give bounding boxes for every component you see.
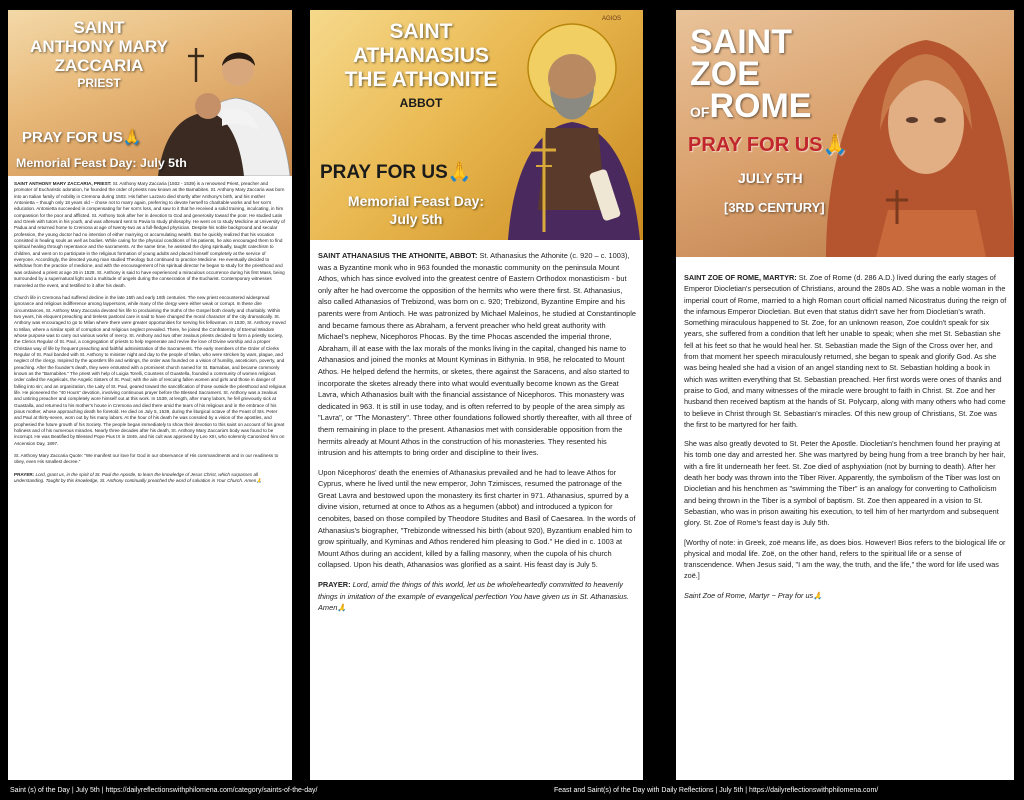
saint-zoe-text bbox=[684, 272, 1008, 609]
icon-label: AGIOS bbox=[602, 16, 622, 22]
paragraph bbox=[318, 250, 636, 459]
title-of: OF bbox=[690, 104, 710, 120]
title-line-3: THE ATHONITE bbox=[344, 68, 498, 91]
feast-day: JULY 5TH bbox=[738, 170, 803, 186]
paragraph-lead: SAINT ANTHONY MARY ZACCARIA, PRIEST: bbox=[14, 181, 112, 186]
title-line-3: ROME bbox=[709, 87, 812, 125]
paragraph-lead: SAINT ATHANASIUS THE ATHONITE, ABBOT: bbox=[318, 251, 478, 260]
subtitle: PRIEST bbox=[77, 76, 121, 90]
footer-right-caption: Feast and Saint(s) of the Day with Daily Reflections | July 5th | https://dailyreflectionswithphilomena.com/ bbox=[554, 787, 879, 794]
title-line-2: ANTHONY MARY bbox=[30, 37, 168, 56]
prayer-lead: PRAYER: bbox=[318, 580, 351, 590]
prayer-body: Lord, grant us, in the spirit of St. Paul the Apostle, to learn the knowledge of Jesus Christ, which surpasses all understanding. Taught by this knowledge, St. Anthony continually preached the word of salvation in Your Church. Amen🙏 bbox=[14, 471, 262, 484]
saint-athanasius-card bbox=[310, 10, 643, 780]
saint-anthony-text bbox=[14, 181, 286, 490]
paragraph-body: St. Zoe of Rome (d. 286 A.D.) lived during the early stages of Emperor Diocletian's persecution of Christians, around the 280s AD. She was a noble woman in the imperial court of Rome, married to a high Roman court official named Nicostratus during the reign of the infamous Emperor Diocletian. But even that status didn't save her from Diocletian's wrath. Something miraculous happened to St. Zoe, for an unknown reason, Zoe couldn't speak for six years, she suffered from a condition that left her unable to speak; when she met St. Sebastian she fell at his feet so that he would heal her. St. Sebastian made the Sign of the Cross over her, and from that moment her speech miraculously returned, she began to speak and glorify God. As she was being healed she had a vision of an angel standing next to St. Sebastian holding a book in which was written everything that St. Sebastian preached. Her first words were ones of thanks and praise to God, and many witnesses of the miracle were brought to faith in Christ. St. Zoe and her husband then received baptism at the hands of St. Polycarp, along with many others who had come to believe in Christ through St. Sebastian's miracles. Of this new group of Christians, St. Zoe was the first to be martyred for her faith. bbox=[684, 273, 1007, 429]
prayer bbox=[318, 579, 636, 614]
pray-for-us: PRAY FOR US🙏 bbox=[688, 134, 848, 156]
title-line-2: ATHANASIUS bbox=[352, 44, 490, 67]
saint-zoe-card bbox=[676, 10, 1014, 780]
feast-day: Memorial Feast Day: July 5th bbox=[16, 156, 187, 170]
prayer bbox=[14, 472, 286, 485]
paragraph-body: St. Athanasius the Athonite (c. 920 – c. 1003), was a Byzantine monk who in 963 founded the monastic community on the peninsula Mount Athos, which has since evolved into the greatest centre of Eastern Orthodox monasticism - but only after he had overcome the opposition of the hermits who were there first. St. Athanasius, also called Athanasios of Trebizond, was born on c. 920; Trebizond, Byzantine Empire and his parents were from Antioch. He was patronized by Michael Maleinos, he studied at Constantinople and became famous there as Abraham, a fervent preacher who held great authority with Michael's nephew, Nicephoros Phocas. By the time Phocas ascended the imperial throne, Abraham, ill at ease with the lax morals of the monks living in the capital, changed his name to Athanasios and joined the monks at Mount Kyminas in Bithynia. In 958, he relocated to Mount Athos. He helped defend the hermits, or sketes, there against the Saracens, and also started to incorporate the sketes already there into what would eventually become known as the Great Lavra, which Athanasios built with the financial assistance of Nicephoros. This monastery was dedicated in 963. It is still in use today, and is often referred to by people of the area simply as "Lavra", or "The Monastery". Three other foundations followed shortly thereafter, with all three of them remaining in place to the present. Athanasios met with considerable opposition from the hermits already at Mount Athos in the construction of his monasteries. They resented his intrusion and his attempts to bring order and discipline to their lives. bbox=[318, 251, 636, 458]
prayer-body: Lord, amid the things of this world, let us be wholeheartedly committed to heavenly things in imitation of the example of evangelical perfection You have given us in St. Athanasius. Amen🙏 bbox=[318, 580, 630, 613]
paragraph-lead: SAINT ZOE OF ROME, MARTYR: bbox=[684, 273, 797, 282]
prayer-lead: PRAYER: bbox=[14, 471, 35, 477]
saint-athanasius-text bbox=[318, 250, 636, 622]
footer-left-caption: Saint (s) of the Day | July 5th | https://dailyreflectionswithphilomena.com/category/saints-of-the-day/ bbox=[10, 787, 318, 794]
paragraph: Upon Nicephoros' death the enemies of Athanasius prevailed and he had to leave Athos for Cyprus, where he lived until the new emperor, John Tzimisces, resumed the patronage of the Great Lavra and bestowed upon the monastery its first charter in 971. Athanasius, spurred by a divine vision, returned at once to Athos as a hegumen (abbot) and introduced a typicon for cenobites, based on those compiled by Theodore Studites and Basil of Caesarea. In the words of Athanasius's biographer, "Trebizonde witnessed his birth (about 920), Byzantium enabled him to grow spiritually, and Kyminas and Athos rendered him pleasing to God." He died in c. 1003 at Mount Athos during an accident, killed by a falling masonry, when the cupola of his church collapsed. Upon his death, Athanasios was glorified as a saint. His feast day is July 5. bbox=[318, 467, 636, 570]
title-line-1: SAINT bbox=[389, 20, 453, 43]
subtitle: ABBOT bbox=[399, 96, 443, 110]
title-line-1: SAINT bbox=[690, 23, 792, 61]
title-line-2: ZOE bbox=[690, 55, 760, 93]
paragraph: [Worthy of note: in Greek, zoë means life, as does bios. However! Bios refers to the biological life or physical and modal life. Zoë, on the other hand, refers to the spiritual life or a sense of transcendence. When Jesus said, "I am the way, the truth, and the life," the word for life used was zoë.] bbox=[684, 537, 1006, 581]
saint-anthony-hero-image bbox=[8, 10, 292, 176]
saint-anthony-card bbox=[8, 10, 292, 780]
title-line-3: ZACCARIA bbox=[54, 56, 144, 75]
century: [3RD CENTURY] bbox=[724, 200, 825, 215]
pray-for-us: PRAY FOR US🙏 bbox=[320, 162, 472, 183]
quote: St. Anthony Mary Zaccaria Quote: "We manifest our love for God in our observance of His commandments and in our readiness to obey, even His smallest decree." bbox=[14, 453, 279, 465]
feast-day-line-2: July 5th bbox=[389, 211, 443, 227]
paragraph: She was also greatly devoted to St. Peter the Apostle. Diocletian's henchmen found her praying at his tomb one day and arrested her. She was martyred by being hung from a tree branch by her hair, with a fire lit underneath her feet. St. Zoe died of asphyxiation (not by burning to death). After her death her body was thrown into the Tiber River. Apparently, the symbolism of the Tiber was lost on Diocletian and his henchmen as "swimming the Tiber" is an analogy for converting to Catholicism and being thrown in the Tiber is a symbol of baptism. St. Zoe then appeared in a vision to St. Sebastian, who was in prison awaiting his execution, to tell him of her martyrdom and subsequent glory. St. Zoe of Rome's feast day is July 5th. bbox=[684, 439, 1006, 528]
feast-day-line-1: Memorial Feast Day: bbox=[347, 193, 485, 209]
pray-for-us: PRAY FOR US🙏 bbox=[22, 129, 142, 146]
paragraph bbox=[14, 181, 286, 289]
paragraph-body: St. Anthony Mary Zaccaria (1502 - 1539) is a renowned Priest, preacher and promoter of Eucharistic adoration, he founded the order of priests now known as the Barnabites. St. Anthony Mary Zaccaria was born into an Italian family of nobility in Cremona during 1502. His father Lazzaro died shortly after Anthony's birth, and his mother Antonietta – though only 18 years old – chose not to marry again, preferring to devote herself to charitable works and her son's education. Antonietta succeeded in compensating for her son's loss, and saw to it that he received a solid training, inculcating, in him compassion for the poor and afflicted. St. Anthony took after her in devotion to God and generosity toward the poor. He studied Latin and Greek with tutors in his youth, and was afterward sent to Pavia to study philosophy. He went on to study Medicine at University of Padua and returned home to Cremona at age of twenty-two as a full-fledged physician. Despite his noble background and secular profession, the young doctor had no intention of either marrying or accumulating wealth. But he quickly realized that his vocation consisted in healing souls as well as bodies. While caring for the physical conditions of his patients, he also encouraged them to find spiritual healing through repentance and the sacraments. At the same time, he assisted the dying spiritually, taught catechism to children, and went on to participate in the religious formation of young adults and placed himself completely at the service of everyone. Accordingly, the devoted young man studied Theology but continued to practice Medicine. He eventually decided to withdraw from the practice of medicine, and with the encouragement of his spiritual director he began to study for the priesthood and was ordained a priest at age 26 in 1528. St. Anthony is said to have experienced a miraculous occurrence during his first Mass, being surrounded by a supernatural light and a multitude of angels during the consecration of the Eucharist. Contemporary witnesses marveled at the event, and testified to it after his death. bbox=[14, 181, 285, 288]
paragraph: Church life in Cremona had suffered decline in the late 15th and early 16th centuries. The new priest encountered widespread ignorance and religious indifference among laypersons, while many of the clergy were either weak or corrupt. In these dire circumstances, St. Anthony Mary Zaccaria devoted his life to proclaiming the truths of the Gospel both clearly and charitably. Within two years, his eloquent preaching and tireless pastoral care is said to have changed the moral character of the city dramatically. St. Anthony was encouraged to go to Milan where there were greater opportunities for serving his fellowman. In 1530, St. Anthony moved to Milan, where a similar spirit of corruption and religious neglect prevailed. There, he joined the Confraternity of Eternal Wisdom whose purpose was to carry out various works of mercy. St. Anthony and two other zealous priests decided to form a priestly society, the Clerics Regular of St. Paul, a congregation of priests to help regenerate and revive the love of Divine worship and a proper Christian way of life by frequent preaching and faithful administration of the Sacraments. The early members of the Order of Clerks Regular of St. Paul banded with St. Anthony to minister night and day to the people of Milan, who were stricken by wars, plague, and neglect of the clergy. Inspired by the apostle's life and writings, the order was founded on a vision of humility, asceticism, poverty, and preaching. After the founder's death, they were entrusted with a prominent church named for St. Barnabas, and became commonly known as the "Barnabites." The priest with help of Luigia Torelli, Countess of Guastella, founded a community of women religious order called the Angelicals, the Angelic Sisters of St. Paul; with the aim of rescuing fallen women and girls and those in danger of falling into sin; and an organization, the Laity of St. Paul, geared toward the sanctification of those outside the priesthood and religious life. He pioneered the "40 Hours" devotion, involving continuous prayer before the Blessed Sacrament. St. Anthony was a zealous and untiring preacher and completely wore himself out at this work. In 1539, at length, after many labors, he fell grievously sick at Guastalla, and returned to his mother's house in Cremona and died there amid the tears of his religious and in the embrace of his pious mother, whose approaching death he foretold. He died on July 5, 1539, during the liturgical octave of the Feast of Sts. Peter and Paul at thirty-seven, worn out by his many labors. At the hour of his death he was consoled by a vision of the apostles, and prophesied the future growth of his Society. The people began immediately to show their devotion to this saint on account of his great holiness and of his numerous miracles. Nearly three decades after his death, St. Anthony Mary Zaccaria's body was found to be incorrupt. He was Beatified by Blessed Pope Pius IX in 1849, and his cult was approved by Leo XIII, who solemnly Canonized him on Ascension Day, 1897. bbox=[14, 294, 286, 446]
closing-prayer: Saint Zoe of Rome, Martyr ~ Pray for us🙏 bbox=[684, 590, 823, 600]
saint-athanasius-hero-image bbox=[310, 10, 643, 240]
saint-zoe-hero-image bbox=[676, 10, 1014, 257]
title-line-1: SAINT bbox=[73, 18, 125, 37]
paragraph bbox=[684, 272, 1008, 430]
